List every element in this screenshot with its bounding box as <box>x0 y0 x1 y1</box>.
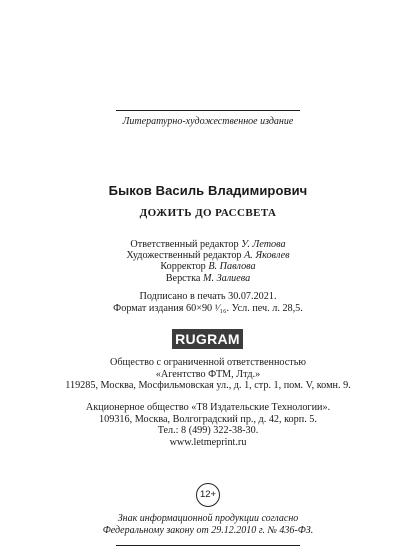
printer-address: 109316, Москва, Волгоградский пр., д. 42, корп. 5. <box>99 413 317 425</box>
author-name: Быков Василь Владимирович <box>108 183 308 198</box>
credit-person: В. Павлова <box>208 261 256 273</box>
printer-block <box>0 402 416 448</box>
publisher-block <box>0 357 416 392</box>
book-title: ДОЖИТЬ ДО РАССВЕТА <box>139 207 277 219</box>
credit-person: У. Летова <box>241 239 286 250</box>
notice-line2: Федеральному закону от 29.12.2010 г. № 436-ФЗ. <box>102 524 314 536</box>
info-product-notice <box>0 513 416 536</box>
credit-role: Верстка <box>165 272 201 284</box>
printer-site: www.letmeprint.ru <box>169 436 247 448</box>
credit-person: А. Яковлев <box>244 250 290 262</box>
credit-role: Художественный редактор <box>126 250 242 262</box>
age-rating-badge: 12+ <box>196 483 220 507</box>
rugram-logo: RUGRAM <box>172 329 243 349</box>
credit-role: Корректор <box>160 261 206 273</box>
print-format: Формат издания 60×90 ¹⁄₁₆. Усл. печ. л. 28,5. <box>113 302 303 314</box>
printer-phone: Тел.: 8 (499) 322-38-30. <box>157 425 259 437</box>
genre-label: Литературно-художественное издание <box>122 116 294 127</box>
credit-line <box>0 250 416 261</box>
publisher-line2: «Агентство ФТМ, Лтд.» <box>155 368 261 380</box>
credit-line <box>0 273 416 284</box>
notice-line1: Знак информационной продукции согласно <box>117 513 299 524</box>
publisher-address: 119285, Москва, Мосфильмовская ул., д. 1, стр. 1, пом. V, комн. 9. <box>65 380 351 392</box>
credits-block <box>0 239 416 284</box>
credit-role: Ответственный редактор <box>130 239 239 250</box>
publisher-line1: Общество с ограниченной ответственностью <box>109 357 306 368</box>
credit-line <box>0 239 416 250</box>
top-rule <box>116 110 300 111</box>
print-signed: Подписано в печать 30.07.2021. <box>139 291 277 302</box>
credit-person: М. Залиева <box>203 272 251 284</box>
printer-name: Акционерное общество «Т8 Издательские Технологии». <box>85 402 331 413</box>
print-info <box>0 291 416 314</box>
credit-line <box>0 261 416 272</box>
bottom-rule <box>116 545 300 546</box>
